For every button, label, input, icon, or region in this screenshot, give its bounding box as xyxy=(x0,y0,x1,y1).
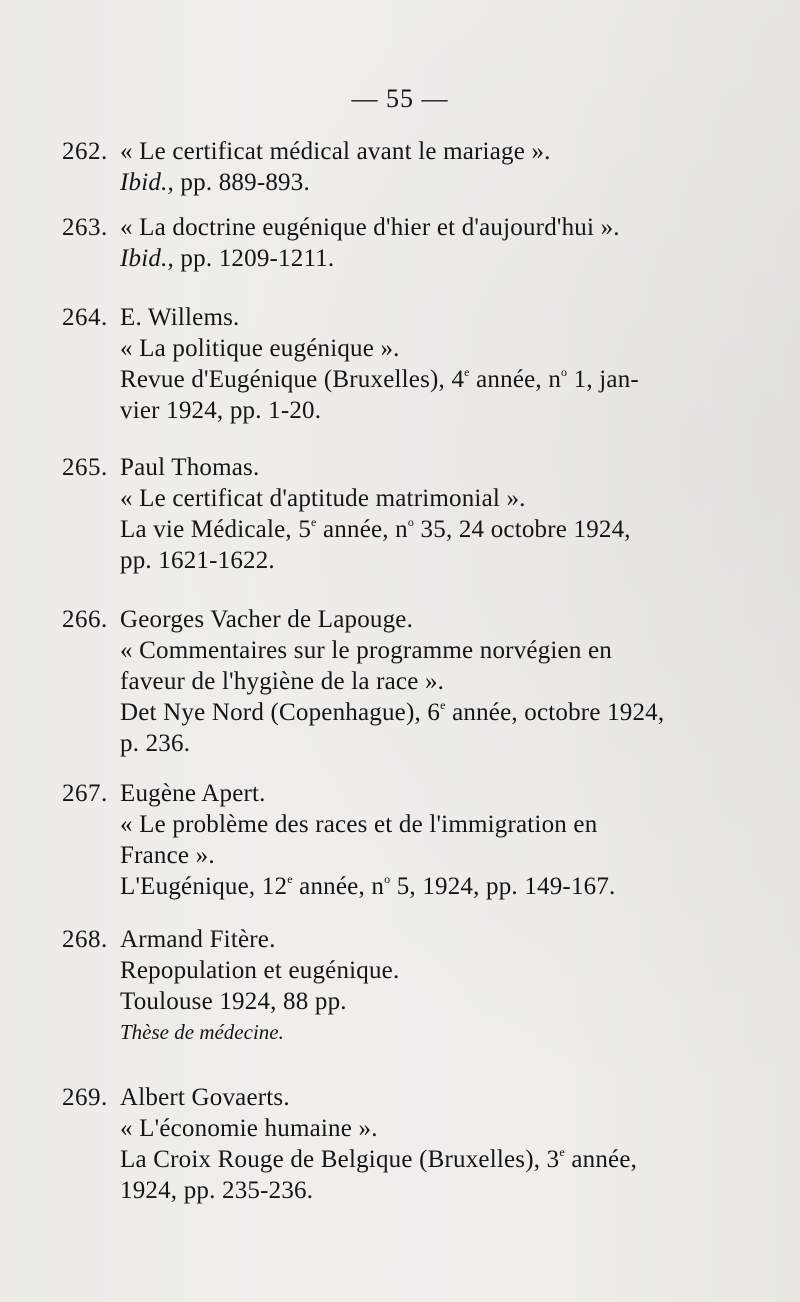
entry-source: Det Nye Nord (Copenhague), 6e année, octobre 1924, xyxy=(120,698,665,726)
entry-title: France ». xyxy=(120,842,215,869)
entry-line: Ibid., pp. 1209-1211. xyxy=(120,245,335,272)
entry-source: Revue d'Eugénique (Bruxelles), 4e année, $n^o$ 1, jan- xyxy=(120,365,639,393)
entry-author: Georges Vacher de Lapouge. xyxy=(120,606,414,633)
entry-note: Thèse de médecine. xyxy=(120,1020,284,1044)
entry-body xyxy=(120,136,722,198)
entry-number: 264. xyxy=(62,304,108,331)
bibliography-entry xyxy=(62,1082,722,1206)
entry-title: faveur de l'hygiène de la race ». xyxy=(120,668,445,695)
entry-source: La vie Médicale, 5e année, $n^o$ 35, 24 octobre 1924, xyxy=(120,515,631,543)
entry-body xyxy=(120,1082,722,1206)
entry-source: La Croix Rouge de Belgique (Bruxelles), 3e année, xyxy=(120,1145,638,1173)
entry-line: « Le certificat médical avant le mariage ». xyxy=(120,138,551,165)
bibliography-entry xyxy=(62,452,722,576)
entry-body xyxy=(120,302,722,426)
entry-title: « La politique eugénique ». xyxy=(120,335,400,362)
ibid-reference: Ibid., xyxy=(120,245,174,272)
entry-body xyxy=(120,212,722,274)
entry-author: Albert Govaerts. xyxy=(120,1084,290,1111)
entry-line: p. 236. xyxy=(120,730,191,757)
entry-line: 1924, pp. 235-236. xyxy=(120,1177,314,1204)
entry-number: 269. xyxy=(62,1084,108,1111)
entry-source: Toulouse 1924, 88 pp. xyxy=(120,988,347,1015)
entry-line: vier 1924, pp. 1-20. xyxy=(120,397,322,424)
ibid-reference: Ibid., xyxy=(120,169,174,196)
entry-line: « La doctrine eugénique d'hier et d'aujourd'hui ». xyxy=(120,214,620,241)
entry-number: 265. xyxy=(62,454,108,481)
entry-author: Armand Fitère. xyxy=(120,926,276,953)
entry-body xyxy=(120,924,722,1048)
entry-body xyxy=(120,604,722,759)
bibliography-entry xyxy=(62,212,722,274)
entry-number: 267. xyxy=(62,780,108,807)
bibliography-entry xyxy=(62,924,722,1048)
entry-title: « Le certificat d'aptitude matrimonial ». xyxy=(120,485,526,512)
entry-number: 263. xyxy=(62,214,108,241)
bibliography-entry xyxy=(62,604,722,759)
entry-body xyxy=(120,452,722,576)
entry-title: « Le problème des races et de l'immigration en xyxy=(120,811,598,838)
page-number: — 55 — xyxy=(351,84,449,113)
bibliography-entry xyxy=(62,302,722,426)
entry-line: Ibid., pp. 889-893. xyxy=(120,169,310,196)
bibliography-entry xyxy=(62,778,722,902)
bibliography-entry xyxy=(62,136,722,198)
entry-line: pp. 1621-1622. xyxy=(120,547,275,574)
entry-author: Paul Thomas. xyxy=(120,454,260,481)
entry-number: 266. xyxy=(62,606,108,633)
entry-author: E. Willems. xyxy=(120,304,240,331)
entry-body xyxy=(120,778,722,902)
entry-title: « Commentaires sur le programme norvégien en xyxy=(120,637,612,664)
entry-title: Repopulation et eugénique. xyxy=(120,957,400,984)
entry-number: 262. xyxy=(62,138,108,165)
entry-author: Eugène Apert. xyxy=(120,780,266,807)
entry-number: 268. xyxy=(62,926,108,953)
entry-source: L'Eugénique, 12e année, $n^o$ 5, 1924, pp. 149-167. xyxy=(120,872,616,900)
entry-title: « L'économie humaine ». xyxy=(120,1115,378,1142)
